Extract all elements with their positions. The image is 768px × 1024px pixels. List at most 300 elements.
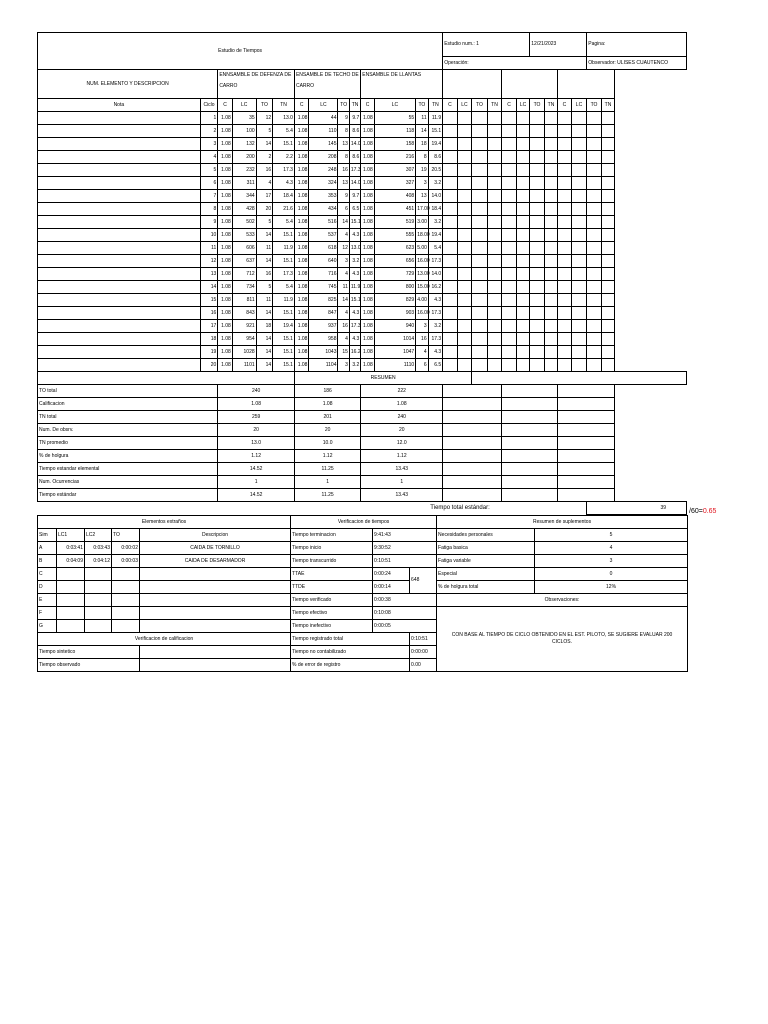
empty-cell [571,216,587,229]
sim-header: Sim [38,529,57,542]
empty-cell [571,229,587,242]
empty-cell [571,125,587,138]
description-cell: CAIDA DE TORNILLO [140,542,291,555]
empty-cell [457,112,472,125]
tn-cell: 4.3 [349,268,360,281]
to-cell: 14 [338,294,349,307]
lower-summary-table [37,515,688,672]
empty-cell [544,177,557,190]
to-cell: 14 [256,346,273,359]
rating-cell: 1.08 [361,346,374,359]
synthetic-time-value [140,646,291,659]
empty-cell [601,307,614,320]
note-cell [38,255,201,268]
cycle-number: 15 [200,294,218,307]
empty-cell [571,164,587,177]
registered-time-value: 0:10:51 [410,633,437,646]
cycle-number: 2 [200,125,218,138]
empty-cell [487,359,502,372]
tn-cell: 15.1 [428,125,443,138]
tn-cell: 15.1 [273,333,295,346]
empty-cell [457,138,472,151]
page-label: Pagina: [587,33,687,57]
lc1-cell: 0:04:09 [57,555,85,568]
tn-cell: 14.0 [428,268,443,281]
empty-cell [571,268,587,281]
lc-cell: 954 [232,333,256,346]
summary-empty [558,450,615,463]
lc-cell: 937 [309,320,338,333]
rating-cell: 1.08 [218,359,233,372]
lc-cell: 656 [374,255,415,268]
empty-cell [530,294,545,307]
empty-cell [530,164,545,177]
empty-cell [443,281,458,294]
empty-cell [443,164,458,177]
cycle-row [38,138,687,151]
empty-cell [587,203,602,216]
description-cell: CAIDA DE DESARMADOR [140,555,291,568]
lc-cell: 327 [374,177,415,190]
empty-cell [487,164,502,177]
tn-cell: 11.9 [273,242,295,255]
empty-cell [502,151,517,164]
summary-empty [502,450,558,463]
empty-cell [502,164,517,177]
summary-value: 186 [294,385,360,398]
to-cell: 14 [416,125,428,138]
lc2-cell: 0:03:43 [85,542,112,555]
empty-cell [558,138,571,151]
empty-cell [502,242,517,255]
empty-cell [487,333,502,346]
operation-label: Operación: [443,57,587,70]
lc-cell: 729 [374,268,415,281]
rating-cell: 1.08 [294,112,309,125]
to-cell: 3 [416,177,428,190]
empty-cell [571,346,587,359]
col-header-lc: LC [457,99,472,112]
empty-cell [587,125,602,138]
tn-cell: 15.1 [273,138,295,151]
summary-title: RESUMEN [294,372,471,385]
start-time-label: Tiempo inicio [291,542,373,555]
lc-cell: 825 [309,294,338,307]
tn-cell: 18.4 [273,190,295,203]
empty-cell [516,164,530,177]
rating-cell: 1.08 [361,255,374,268]
lc-cell: 618 [309,242,338,255]
empty-cell [530,359,545,372]
to-cell: 13 [338,138,349,151]
empty-cell [544,164,557,177]
tn-cell: 14.0 [349,138,360,151]
empty-cell [472,112,488,125]
rating-cell: 1.08 [294,138,309,151]
empty-cell [457,333,472,346]
empty-cell [544,307,557,320]
rating-cell: 1.08 [218,112,233,125]
lc-cell: 158 [374,138,415,151]
to-cell: 14 [338,216,349,229]
lc-cell: 847 [309,307,338,320]
to-cell: 13.00 [416,268,428,281]
cycle-number: 14 [200,281,218,294]
empty-cell [472,151,488,164]
rating-cell: 1.08 [294,359,309,372]
rating-cell: 1.08 [361,177,374,190]
empty-cell [601,333,614,346]
to-cell [112,607,140,620]
tn-cell: 5.4 [273,281,295,294]
empty-cell [571,320,587,333]
element-description-header: NUM. ELEMENTO Y DESCRIPCION [38,70,218,99]
summary-label: TN promedio [38,437,218,450]
synthetic-time-label: Tiempo sintetico [38,646,140,659]
empty-cell [472,346,488,359]
empty-cell [544,281,557,294]
error-percent-value: 0.00 [410,659,437,672]
lc-cell: 555 [374,229,415,242]
tn-cell: 13.0 [273,112,295,125]
rating-cell: 1.08 [218,125,233,138]
summary-empty [558,463,615,476]
lc-cell: 533 [232,229,256,242]
rating-cell: 1.08 [218,177,233,190]
empty-cell [587,307,602,320]
lc-cell: 958 [309,333,338,346]
empty-cell [587,333,602,346]
note-cell [38,242,201,255]
empty-cell [558,307,571,320]
ttae-label: TTAE [291,568,373,581]
rating-cell: 1.08 [218,151,233,164]
summary-spacer [472,372,687,385]
tn-cell: 15.1 [349,294,360,307]
empty-cell [601,138,614,151]
summary-empty [443,411,502,424]
to-cell [112,581,140,594]
tn-cell: 15.1 [349,216,360,229]
empty-cell [502,229,517,242]
description-cell [140,607,291,620]
empty-cell [443,190,458,203]
empty-cell [601,229,614,242]
empty-cell [487,203,502,216]
to-cell: 16.00 [416,307,428,320]
cycle-number: 9 [200,216,218,229]
empty-cell [472,164,488,177]
empty-cell [544,229,557,242]
tn-cell: 4.3 [349,229,360,242]
empty-cell [502,346,517,359]
summary-value: 1.08 [218,398,295,411]
empty-cell [544,320,557,333]
note-header: Nota [38,99,201,112]
lc-cell: 216 [374,151,415,164]
empty-cell [516,359,530,372]
empty-cell [530,307,545,320]
empty-cell [516,281,530,294]
note-cell [38,281,201,294]
error-percent-label: % de error de registro [291,659,410,672]
observer-label: Observador: ULISES CUAUTENCO [587,57,687,70]
to-cell: 5 [256,281,273,294]
col-header-c: C [558,99,571,112]
tn-cell: 17.3 [273,164,295,177]
to-cell: 12 [338,242,349,255]
empty-cell [558,190,571,203]
to-cell: 4 [338,333,349,346]
summary-empty [502,424,558,437]
empty-cell [516,125,530,138]
end-time-label: Tiempo terminacion [291,529,373,542]
col-header-lc: LC [232,99,256,112]
empty-cell [544,138,557,151]
lc-cell: 502 [232,216,256,229]
rating-cell: 1.08 [361,294,374,307]
to-cell: 8 [338,125,349,138]
empty-cell [502,112,517,125]
summary-value: 1.08 [361,398,443,411]
summary-value: 240 [361,411,443,424]
empty-cell [558,125,571,138]
to-cell: 3.00 [416,216,428,229]
empty-cell [443,112,458,125]
description-cell [140,581,291,594]
description-cell [140,568,291,581]
total-spacer [530,502,587,515]
lc-cell: 100 [232,125,256,138]
lc-cell: 307 [374,164,415,177]
to-cell: 4.00 [416,294,428,307]
empty-cell [571,190,587,203]
lc-cell: 903 [374,307,415,320]
empty-cell [571,112,587,125]
summary-label: Tiempo estándar [38,489,218,502]
summary-value: 12.0 [361,437,443,450]
empty-cell [530,229,545,242]
rating-cell: 1.08 [218,229,233,242]
col-header-to: TO [416,99,428,112]
empty-cell [587,320,602,333]
lc-cell: 1028 [232,346,256,359]
allowance-value: 5 [535,529,688,542]
sim-cell: D [38,581,57,594]
tn-cell: 4.3 [428,346,443,359]
summary-empty [502,437,558,450]
total-standard-value: 39 [587,502,687,515]
empty-cell [502,216,517,229]
summary-value: 1.12 [361,450,443,463]
lc-cell: 1110 [374,359,415,372]
rating-cell: 1.08 [361,307,374,320]
empty-cell [487,281,502,294]
lc1-cell: 0:03:41 [57,542,85,555]
note-cell [38,359,201,372]
empty-cell [530,112,545,125]
lc1-cell [57,620,85,633]
empty-cell [530,125,545,138]
lc-cell: 248 [309,164,338,177]
empty-cell [472,359,488,372]
summary-empty [443,424,502,437]
cycle-row [38,294,687,307]
elapsed-time-value: 0:10:51 [373,555,437,568]
summary-empty [558,385,615,398]
empty-cell [587,216,602,229]
summary-row [38,424,687,437]
empty-cell [487,242,502,255]
empty-cell [472,216,488,229]
lc-cell: 1014 [374,333,415,346]
lc-cell: 921 [232,320,256,333]
lc-cell: 208 [309,151,338,164]
lc-cell: 145 [309,138,338,151]
cycle-number: 13 [200,268,218,281]
tn-cell: 6.5 [349,203,360,216]
empty-cell [487,255,502,268]
empty-cell [443,268,458,281]
empty-cell [530,203,545,216]
empty-cell [544,190,557,203]
allowance-value: 3 [535,555,688,568]
rating-cell: 1.08 [294,203,309,216]
to-cell: 5 [256,125,273,138]
lc-cell: 451 [374,203,415,216]
tn-cell: 14.0 [349,177,360,190]
col-header-tn: TN [544,99,557,112]
lc2-cell [85,607,112,620]
summary-row [38,437,687,450]
to-cell: 18 [256,320,273,333]
summary-row [38,476,687,489]
empty-cell [502,294,517,307]
empty-cell [457,307,472,320]
note-cell [38,216,201,229]
note-cell [38,268,201,281]
rating-cell: 1.08 [361,216,374,229]
empty-cell [443,151,458,164]
empty-cell [443,359,458,372]
empty-cell [587,346,602,359]
lc-cell: 428 [232,203,256,216]
ttae-value: 0:00:24 [373,568,410,581]
observations-title: Observaciones: [437,594,688,607]
rating-cell: 1.08 [218,242,233,255]
to-cell: 16 [338,320,349,333]
empty-cell [457,294,472,307]
cycle-number: 10 [200,229,218,242]
ineffective-time-label: Tiempo inefectivo [291,620,373,633]
col-header-tn: TN [428,99,443,112]
empty-cell [558,177,571,190]
tn-cell: 4.3 [273,177,295,190]
col-header-to: TO [256,99,273,112]
empty-cell [472,138,488,151]
to-cell: 14 [256,229,273,242]
empty-cell [457,190,472,203]
to-cell: 15.00 [416,281,428,294]
summary-value: 10.0 [294,437,360,450]
cycle-number: 11 [200,242,218,255]
summary-row [38,489,687,502]
to-cell: 0:00:02 [112,542,140,555]
summary-value: 1 [294,476,360,489]
empty-cell [601,177,614,190]
summary-label: % de holgura [38,450,218,463]
summary-label: TO total [38,385,218,398]
to-cell: 11 [256,294,273,307]
rating-cell: 1.08 [294,190,309,203]
lc-cell: 843 [232,307,256,320]
note-cell [38,294,201,307]
empty-cell [587,112,602,125]
empty-cell [457,216,472,229]
empty-cell [443,203,458,216]
study-number: Estudio num.: 1 [443,33,530,57]
to-cell: 18.00 [416,229,428,242]
empty-cell [472,294,488,307]
cycle-number: 8 [200,203,218,216]
note-cell [38,190,201,203]
rating-cell: 1.08 [294,281,309,294]
lc-cell: 811 [232,294,256,307]
summary-row [38,463,687,476]
empty-cell [601,164,614,177]
lc1-header: LC1 [57,529,85,542]
empty-cell [443,307,458,320]
empty-cell [487,190,502,203]
lc-cell: 800 [374,281,415,294]
col-header-c: C [502,99,517,112]
lc2-cell [85,568,112,581]
empty-cell [487,125,502,138]
empty-cell [516,138,530,151]
empty-cell [443,138,458,151]
conversion-text: /60= [689,508,703,515]
to-cell: 16 [416,333,428,346]
col-header-to: TO [530,99,545,112]
lc-cell: 537 [309,229,338,242]
sim-cell: E [38,594,57,607]
summary-empty [443,437,502,450]
lc-cell: 516 [309,216,338,229]
empty-cell [530,138,545,151]
summary-value: 1 [218,476,295,489]
summary-empty [558,398,615,411]
empty-cell [443,320,458,333]
time-study-table [37,32,687,515]
tn-cell: 18.4 [428,203,443,216]
lc-cell: 232 [232,164,256,177]
verified-time-value: 0:00:38 [373,594,437,607]
empty-cell [558,216,571,229]
tn-cell: 17.3 [349,164,360,177]
tn-cell: 3.2 [428,320,443,333]
empty-cell [516,216,530,229]
rating-cell: 1.08 [294,151,309,164]
to-cell: 14 [256,333,273,346]
tn-cell: 13.0 [349,242,360,255]
summary-row [38,398,687,411]
tn-cell: 6.5 [428,359,443,372]
cycle-number: 1 [200,112,218,125]
rating-cell: 1.08 [218,307,233,320]
lc-cell: 640 [309,255,338,268]
summary-empty [502,476,558,489]
rating-cell: 1.08 [361,359,374,372]
